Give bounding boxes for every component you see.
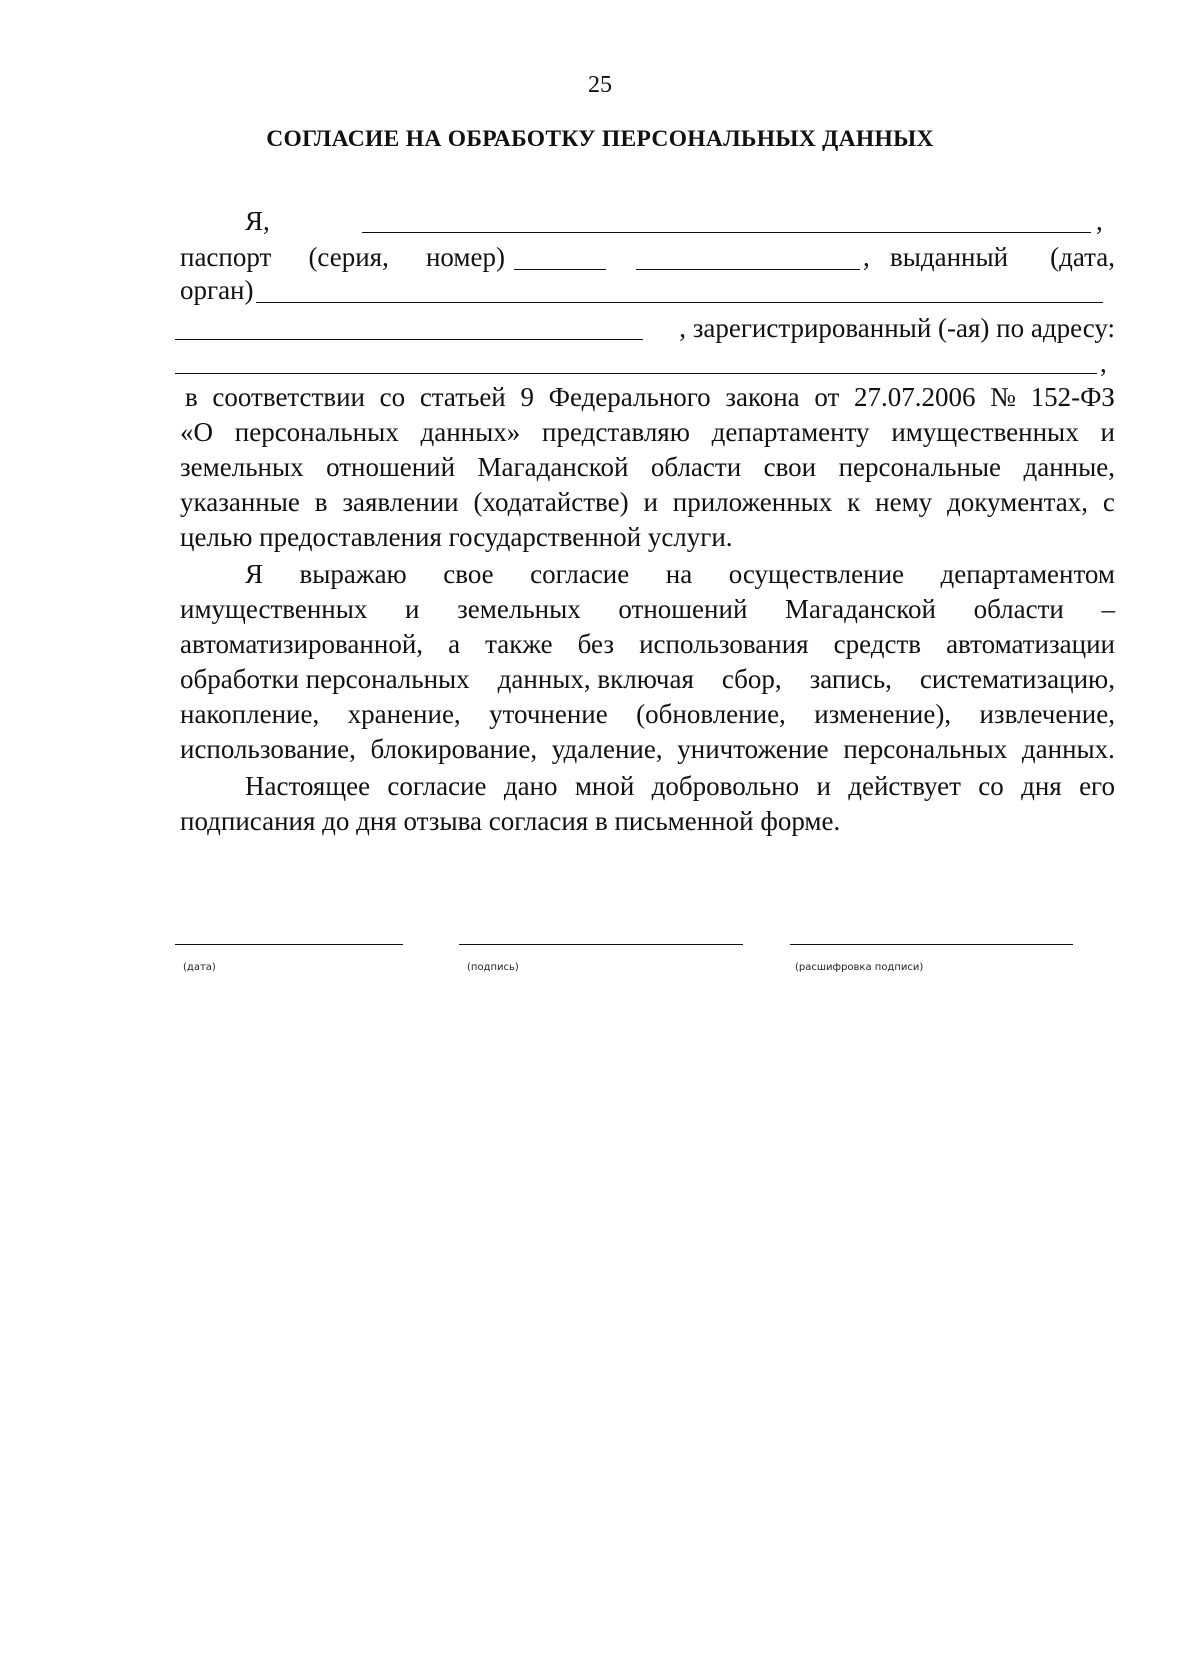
word: с <box>1102 487 1115 517</box>
paragraph3-line2: подписания до дня отзыва согласия в письменной форме. <box>180 806 841 836</box>
word: к <box>847 487 861 517</box>
word: представляю <box>542 417 690 447</box>
word: удаление, <box>551 734 663 764</box>
word: (ходатайстве) <box>473 487 629 517</box>
paragraph2-line2 <box>180 592 1115 626</box>
word: приложенных <box>672 487 833 517</box>
word: обработки персональных <box>180 664 470 694</box>
page-number: 25 <box>588 72 612 98</box>
word: (обновление, <box>636 699 786 729</box>
word: свои <box>763 452 817 482</box>
word: нему <box>875 487 933 517</box>
word: автоматизированной, <box>180 629 424 659</box>
word: области <box>973 594 1064 624</box>
word: свое <box>443 559 494 589</box>
signature-decoding-line[interactable] <box>790 944 1073 945</box>
word: данные, <box>1023 452 1115 482</box>
passport-comma: , <box>863 242 870 272</box>
word: данных. <box>1021 734 1115 764</box>
issuing-authority-field-continued[interactable] <box>175 339 643 340</box>
word: изменение), <box>814 699 952 729</box>
word: запись, <box>809 664 892 694</box>
paragraph1-line4 <box>180 485 1115 519</box>
word: без <box>577 629 615 659</box>
i-label: Я, <box>245 206 270 236</box>
word: имущественных <box>180 594 368 624</box>
word: персональные <box>838 452 1002 482</box>
word: дано <box>503 771 558 801</box>
paragraph2-line3 <box>180 627 1115 661</box>
word: 9 <box>520 382 534 412</box>
word: Настоящее <box>245 771 371 801</box>
address-field[interactable] <box>175 373 1097 374</box>
word: накопление, <box>180 699 320 729</box>
name-comma: , <box>1096 206 1103 236</box>
word: 27.07.2006 <box>853 382 976 412</box>
organ-label: орган) <box>180 275 254 305</box>
word: в <box>185 382 198 412</box>
date-caption: (дата) <box>183 962 216 973</box>
word: на <box>665 559 693 589</box>
word: от <box>814 382 840 412</box>
word: и <box>405 594 420 624</box>
paragraph1-line3 <box>180 450 1115 484</box>
word: выражаю <box>299 559 407 589</box>
paragraph2-line5 <box>180 697 1115 731</box>
word: а <box>448 629 461 659</box>
word: персональных <box>234 417 399 447</box>
word: дня <box>1021 771 1062 801</box>
passport-word-2: (серия, <box>308 242 389 272</box>
passport-label <box>180 240 505 274</box>
word: осуществление <box>728 559 904 589</box>
word: имущественных <box>891 417 1079 447</box>
word: хранение, <box>347 699 461 729</box>
word: извлечение, <box>979 699 1115 729</box>
word: уничтожение <box>677 734 829 764</box>
word: систематизацию, <box>919 664 1115 694</box>
word: департаменту <box>711 417 870 447</box>
paragraph1-line1 <box>185 380 1115 414</box>
word: «О <box>180 417 213 447</box>
passport-word-3: номер) <box>425 242 505 272</box>
word: согласие <box>387 771 487 801</box>
word: земельных <box>180 452 304 482</box>
word: области <box>650 452 742 482</box>
word: указанные <box>180 487 300 517</box>
registered-label: , зарегистрированный (-ая) по адресу: <box>679 313 1115 343</box>
word: заявлении <box>342 487 459 517</box>
word: со <box>379 382 406 412</box>
word: данных, включая <box>497 664 694 694</box>
date-signature-line[interactable] <box>175 944 403 945</box>
word: и <box>816 771 831 801</box>
word: и <box>643 487 658 517</box>
word: Федерального <box>548 382 711 412</box>
word: документах, <box>947 487 1089 517</box>
paragraph1-line5: целью предоставления государственной услуги. <box>180 522 733 552</box>
passport-series-field[interactable] <box>514 269 606 270</box>
word: сбор, <box>721 664 782 694</box>
signature-line[interactable] <box>459 944 743 945</box>
word: Магаданской <box>785 594 936 624</box>
paragraph2-line1 <box>245 557 1115 591</box>
word: в <box>314 487 328 517</box>
word: действует <box>848 771 961 801</box>
word: блокирование, <box>370 734 538 764</box>
signature-caption: (подпись) <box>467 962 519 973</box>
word: автоматизации <box>946 629 1115 659</box>
word: отношений <box>326 452 456 482</box>
word: мной <box>574 771 635 801</box>
paragraph2-line6 <box>180 732 1115 766</box>
word: статьей <box>419 382 506 412</box>
word: департаментом <box>940 559 1115 589</box>
word: Магаданской <box>477 452 629 482</box>
word: согласие <box>530 559 630 589</box>
word: персональных <box>843 734 1008 764</box>
paragraph3-line1 <box>245 769 1115 803</box>
word: № <box>990 382 1016 412</box>
document-title: СОГЛАСИЕ НА ОБРАБОТКУ ПЕРСОНАЛЬНЫХ ДАННЫХ <box>266 126 934 152</box>
word: средств <box>833 629 922 659</box>
word: данных» <box>420 417 521 447</box>
paragraph2-line4 <box>180 662 1115 696</box>
paragraph1-line2 <box>180 415 1115 449</box>
issuing-authority-field[interactable] <box>256 302 1103 303</box>
word: уточнение <box>489 699 608 729</box>
word: земельных <box>457 594 581 624</box>
issued-label <box>890 240 1115 274</box>
word: использование, <box>180 734 356 764</box>
word: 152-ФЗ <box>1030 382 1115 412</box>
issued-word-1: выданный <box>890 242 1009 272</box>
word: со <box>978 771 1004 801</box>
word: использования <box>639 629 809 659</box>
address-comma: , <box>1100 348 1107 378</box>
word: соответствии <box>212 382 365 412</box>
issued-word-2: (дата, <box>1050 242 1115 272</box>
word: Я <box>245 559 264 589</box>
passport-word-1: паспорт <box>180 242 272 272</box>
decoding-caption: (расшифровка подписи) <box>795 962 924 973</box>
word: – <box>1101 594 1115 624</box>
passport-number-field[interactable] <box>636 269 860 270</box>
word: также <box>485 629 553 659</box>
word: его <box>1079 771 1115 801</box>
word: закона <box>725 382 800 412</box>
word: добровольно <box>651 771 800 801</box>
full-name-field[interactable] <box>362 232 1091 233</box>
word: отношений <box>618 594 748 624</box>
word: и <box>1100 417 1115 447</box>
